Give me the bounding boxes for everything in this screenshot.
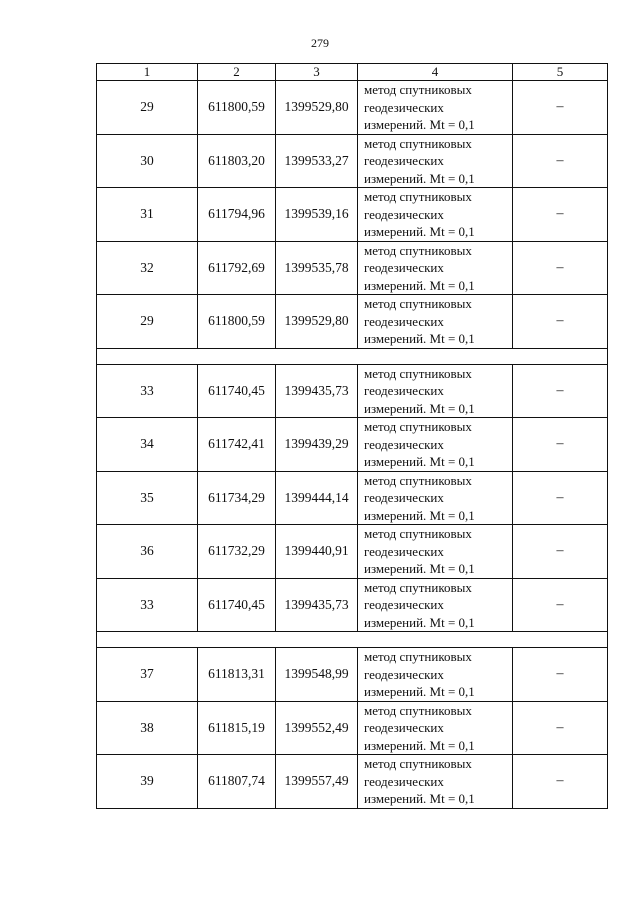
y-coordinate-cell: 1399529,80 xyxy=(276,295,358,349)
method-line: геодезических xyxy=(364,490,444,505)
point-number-cell: 34 xyxy=(97,418,198,472)
y-coordinate-cell: 1399444,14 xyxy=(276,471,358,525)
note-cell: – xyxy=(513,188,608,242)
method-line: метод спутниковых xyxy=(364,702,472,718)
method-line: метод спутниковых xyxy=(364,242,472,258)
method-cell xyxy=(358,648,513,702)
table-row xyxy=(97,418,608,472)
method-line: метод спутниковых xyxy=(364,526,472,541)
y-coordinate-cell: 1399529,80 xyxy=(276,81,358,135)
method-line: измерений. Mt = 0,1 xyxy=(364,277,475,293)
method-line: измерений. Mt = 0,1 xyxy=(364,791,475,806)
method-line: геодезических xyxy=(364,543,444,559)
separator-cell xyxy=(97,348,608,364)
method-cell xyxy=(358,364,513,418)
point-number-cell: 31 xyxy=(97,188,198,242)
note-cell: – xyxy=(513,241,608,295)
method-line: измерений. Mt = 0,1 xyxy=(364,561,475,576)
method-cell xyxy=(358,295,513,349)
x-coordinate-cell: 611803,20 xyxy=(198,134,276,188)
table-row xyxy=(97,295,608,349)
separator-row xyxy=(97,348,608,364)
y-coordinate-cell: 1399435,73 xyxy=(276,364,358,418)
point-number-cell: 33 xyxy=(97,364,198,418)
method-line: геодезических xyxy=(364,720,444,735)
note-cell: – xyxy=(513,81,608,135)
method-line: геодезических xyxy=(364,597,444,612)
table-row xyxy=(97,648,608,702)
x-coordinate-cell: 611742,41 xyxy=(198,418,276,472)
page-number: 279 xyxy=(311,36,329,50)
method-line: геодезических xyxy=(364,99,444,115)
method-line: метод спутниковых xyxy=(364,296,472,311)
point-number-cell: 35 xyxy=(97,471,198,525)
table-row xyxy=(97,188,608,242)
method-line: измерений. Mt = 0,1 xyxy=(364,224,475,239)
x-coordinate-cell: 611740,45 xyxy=(198,364,276,418)
method-line: геодезических xyxy=(364,260,444,275)
note-cell: – xyxy=(513,701,608,755)
method-cell xyxy=(358,81,513,135)
method-cell xyxy=(358,134,513,188)
x-coordinate-cell: 611732,29 xyxy=(198,525,276,579)
table-row xyxy=(97,364,608,418)
method-line: измерений. Mt = 0,1 xyxy=(364,614,475,630)
method-line: геодезических xyxy=(364,313,444,329)
point-number-cell: 29 xyxy=(97,295,198,349)
table-body xyxy=(97,81,608,809)
method-line: измерений. Mt = 0,1 xyxy=(364,684,475,699)
x-coordinate-cell: 611813,31 xyxy=(198,648,276,702)
table-row xyxy=(97,701,608,755)
note-cell: – xyxy=(513,364,608,418)
point-number-cell: 30 xyxy=(97,134,198,188)
x-coordinate-cell: 611807,74 xyxy=(198,755,276,809)
method-line: геодезических xyxy=(364,383,444,398)
point-number-cell: 32 xyxy=(97,241,198,295)
x-coordinate-cell: 611792,69 xyxy=(198,241,276,295)
method-cell xyxy=(358,755,513,809)
method-line: метод спутниковых xyxy=(364,579,472,595)
y-coordinate-cell: 1399535,78 xyxy=(276,241,358,295)
table-row xyxy=(97,471,608,525)
note-cell: – xyxy=(513,134,608,188)
method-line: геодезических xyxy=(364,206,444,222)
table-row xyxy=(97,525,608,579)
method-cell xyxy=(358,188,513,242)
method-line: измерений. Mt = 0,1 xyxy=(364,170,475,186)
method-cell xyxy=(358,701,513,755)
x-coordinate-cell: 611815,19 xyxy=(198,701,276,755)
method-line: геодезических xyxy=(364,153,444,168)
method-line: измерений. Mt = 0,1 xyxy=(364,331,475,346)
note-cell: – xyxy=(513,418,608,472)
y-coordinate-cell: 1399533,27 xyxy=(276,134,358,188)
table-row xyxy=(97,755,608,809)
point-number-cell: 37 xyxy=(97,648,198,702)
separator-row xyxy=(97,632,608,648)
point-number-cell: 38 xyxy=(97,701,198,755)
method-line: метод спутниковых xyxy=(364,419,472,434)
note-cell: – xyxy=(513,578,608,632)
point-number-cell: 33 xyxy=(97,578,198,632)
method-line: метод спутниковых xyxy=(364,365,472,381)
y-coordinate-cell: 1399557,49 xyxy=(276,755,358,809)
method-line: метод спутниковых xyxy=(364,756,472,771)
method-cell xyxy=(358,471,513,525)
method-cell xyxy=(358,525,513,579)
method-line: геодезических xyxy=(364,666,444,682)
x-coordinate-cell: 611734,29 xyxy=(198,471,276,525)
point-number-cell: 36 xyxy=(97,525,198,579)
y-coordinate-cell: 1399539,16 xyxy=(276,188,358,242)
point-number-cell: 29 xyxy=(97,81,198,135)
method-line: метод спутниковых xyxy=(364,82,472,97)
method-line: метод спутниковых xyxy=(364,189,472,204)
note-cell: – xyxy=(513,295,608,349)
table-row xyxy=(97,578,608,632)
method-cell xyxy=(358,241,513,295)
table-row xyxy=(97,241,608,295)
coordinates-table xyxy=(96,63,608,809)
method-line: метод спутниковых xyxy=(364,472,472,488)
method-line: геодезических xyxy=(364,773,444,789)
y-coordinate-cell: 1399439,29 xyxy=(276,418,358,472)
point-number-cell: 39 xyxy=(97,755,198,809)
table-row xyxy=(97,134,608,188)
note-cell: – xyxy=(513,648,608,702)
table-row xyxy=(97,81,608,135)
note-cell: – xyxy=(513,471,608,525)
separator-cell xyxy=(97,632,608,648)
method-line: метод спутниковых xyxy=(364,135,472,151)
y-coordinate-cell: 1399548,99 xyxy=(276,648,358,702)
header-col-2: 2 xyxy=(198,64,276,81)
x-coordinate-cell: 611800,59 xyxy=(198,81,276,135)
header-row xyxy=(97,64,608,81)
method-line: измерений. Mt = 0,1 xyxy=(364,117,475,132)
x-coordinate-cell: 611800,59 xyxy=(198,295,276,349)
x-coordinate-cell: 611740,45 xyxy=(198,578,276,632)
y-coordinate-cell: 1399435,73 xyxy=(276,578,358,632)
header-col-5: 5 xyxy=(513,64,608,81)
method-line: измерений. Mt = 0,1 xyxy=(364,454,475,469)
method-line: метод спутниковых xyxy=(364,649,472,664)
method-line: измерений. Mt = 0,1 xyxy=(364,400,475,416)
y-coordinate-cell: 1399552,49 xyxy=(276,701,358,755)
method-line: геодезических xyxy=(364,436,444,452)
method-line: измерений. Mt = 0,1 xyxy=(364,507,475,523)
header-col-1: 1 xyxy=(97,64,198,81)
x-coordinate-cell: 611794,96 xyxy=(198,188,276,242)
method-cell xyxy=(358,578,513,632)
header-col-3: 3 xyxy=(276,64,358,81)
method-line: измерений. Mt = 0,1 xyxy=(364,737,475,753)
y-coordinate-cell: 1399440,91 xyxy=(276,525,358,579)
note-cell: – xyxy=(513,755,608,809)
header-col-4: 4 xyxy=(358,64,513,81)
note-cell: – xyxy=(513,525,608,579)
method-cell xyxy=(358,418,513,472)
